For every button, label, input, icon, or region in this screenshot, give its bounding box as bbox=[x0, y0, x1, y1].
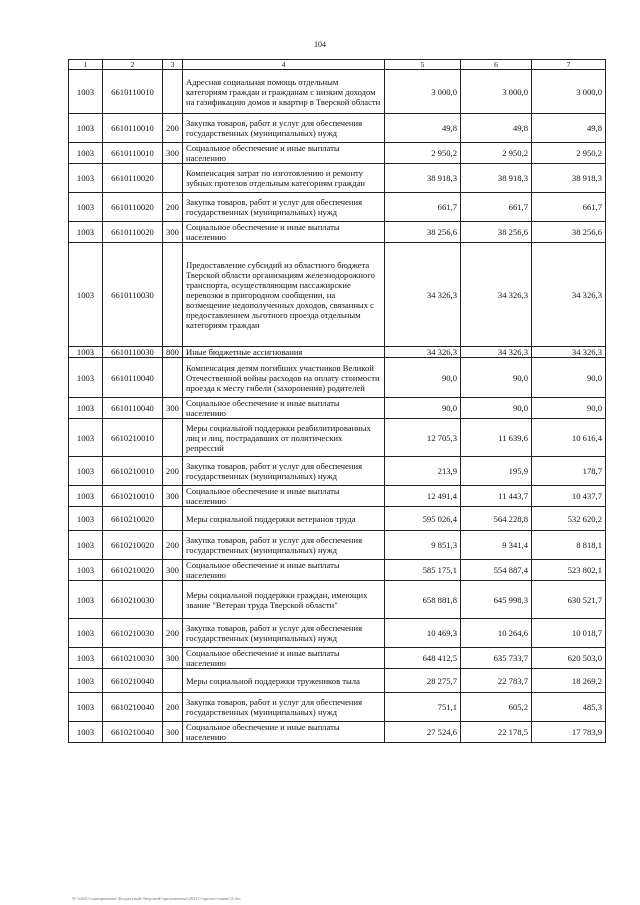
amount-year3-cell: 10 616,4 bbox=[532, 419, 606, 457]
expense-type-cell: 300 bbox=[163, 486, 183, 507]
table-row bbox=[69, 419, 606, 457]
amount-year1-cell: 661,7 bbox=[385, 193, 461, 222]
expense-type-cell bbox=[163, 419, 183, 457]
target-article-cell: 6610210040 bbox=[103, 722, 163, 743]
target-article-cell: 6610210040 bbox=[103, 669, 163, 693]
table-row bbox=[69, 243, 606, 347]
table-row bbox=[69, 347, 606, 358]
target-article-cell: 6610110030 bbox=[103, 243, 163, 347]
section-code-cell: 1003 bbox=[69, 243, 103, 347]
amount-year3-cell: 532 620,2 bbox=[532, 507, 606, 531]
amount-year1-cell: 2 950,2 bbox=[385, 143, 461, 164]
amount-year3-cell: 38 256,6 bbox=[532, 222, 606, 243]
target-article-cell: 6610210030 bbox=[103, 619, 163, 648]
amount-year1-cell: 751,1 bbox=[385, 693, 461, 722]
amount-year1-cell: 595 026,4 bbox=[385, 507, 461, 531]
item-name-cell: Адресная социальная помощь отдельным категориям граждан и гражданам с низким доходом на газификацию домов и квартир в Тверской области bbox=[183, 70, 385, 114]
amount-year3-cell: 620 503,0 bbox=[532, 648, 606, 669]
item-name-cell: Социальное обеспечение и иные выплаты населению bbox=[183, 560, 385, 581]
table-header bbox=[69, 60, 606, 70]
header-row bbox=[69, 60, 606, 70]
table-row bbox=[69, 222, 606, 243]
section-code-cell: 1003 bbox=[69, 419, 103, 457]
item-name-cell: Социальное обеспечение и иные выплаты населению bbox=[183, 222, 385, 243]
amount-year1-cell: 12 491,4 bbox=[385, 486, 461, 507]
section-code-cell: 1003 bbox=[69, 222, 103, 243]
amount-year3-cell: 178,7 bbox=[532, 457, 606, 486]
table-row bbox=[69, 358, 606, 398]
section-code-cell: 1003 bbox=[69, 70, 103, 114]
amount-year3-cell: 3 000,0 bbox=[532, 70, 606, 114]
amount-year3-cell: 90,0 bbox=[532, 398, 606, 419]
target-article-cell: 6610110020 bbox=[103, 222, 163, 243]
table-row bbox=[69, 70, 606, 114]
section-code-cell: 1003 bbox=[69, 164, 103, 193]
target-article-cell: 6610210010 bbox=[103, 457, 163, 486]
amount-year2-cell: 9 341,4 bbox=[461, 531, 532, 560]
table-row bbox=[69, 560, 606, 581]
table-row bbox=[69, 581, 606, 619]
amount-year3-cell: 34 326,3 bbox=[532, 243, 606, 347]
item-name-cell: Иные бюджетные ассигнования bbox=[183, 347, 385, 358]
table-row bbox=[69, 531, 606, 560]
target-article-cell: 6610110020 bbox=[103, 193, 163, 222]
item-name-cell: Закупка товаров, работ и услуг для обеспечения государственных (муниципальных) нужд bbox=[183, 193, 385, 222]
amount-year2-cell: 195,9 bbox=[461, 457, 532, 486]
amount-year1-cell: 90,0 bbox=[385, 398, 461, 419]
table-row bbox=[69, 669, 606, 693]
amount-year3-cell: 10 437,7 bbox=[532, 486, 606, 507]
item-name-cell: Предоставление субсидий из областного бюджета Тверской области организациям железнодорожного транспорта, осуществляющим пассажирские перевозки в пригородном сообщении, на возмещение недополученных доходов, связанных с предоставлением льготного проезда отдельным категориям граждан bbox=[183, 243, 385, 347]
amount-year2-cell: 38 918,3 bbox=[461, 164, 532, 193]
item-name-cell: Социальное обеспечение и иные выплаты населению bbox=[183, 398, 385, 419]
table-row bbox=[69, 648, 606, 669]
section-code-cell: 1003 bbox=[69, 457, 103, 486]
section-code-cell: 1003 bbox=[69, 648, 103, 669]
table-body bbox=[69, 70, 606, 743]
expense-type-cell bbox=[163, 70, 183, 114]
amount-year2-cell: 90,0 bbox=[461, 398, 532, 419]
amount-year1-cell: 658 881,8 bbox=[385, 581, 461, 619]
expense-type-cell: 300 bbox=[163, 222, 183, 243]
expense-type-cell: 200 bbox=[163, 531, 183, 560]
section-code-cell: 1003 bbox=[69, 619, 103, 648]
expense-type-cell: 200 bbox=[163, 693, 183, 722]
amount-year2-cell: 645 998,3 bbox=[461, 581, 532, 619]
amount-year2-cell: 22 178,5 bbox=[461, 722, 532, 743]
amount-year1-cell: 27 524,6 bbox=[385, 722, 461, 743]
item-name-cell: Меры социальной поддержки тружеников тыла bbox=[183, 669, 385, 693]
amount-year3-cell: 8 818,1 bbox=[532, 531, 606, 560]
target-article-cell: 6610210030 bbox=[103, 648, 163, 669]
amount-year2-cell: 635 733,7 bbox=[461, 648, 532, 669]
item-name-cell: Закупка товаров, работ и услуг для обеспечения государственных (муниципальных) нужд bbox=[183, 619, 385, 648]
item-name-cell: Меры социальной поддержки ветеранов труда bbox=[183, 507, 385, 531]
column-header: 6 bbox=[461, 60, 532, 70]
amount-year3-cell: 2 950,2 bbox=[532, 143, 606, 164]
expense-type-cell bbox=[163, 164, 183, 193]
target-article-cell: 6610110010 bbox=[103, 70, 163, 114]
item-name-cell: Закупка товаров, работ и услуг для обеспечения государственных (муниципальных) нужд bbox=[183, 114, 385, 143]
column-header: 4 bbox=[183, 60, 385, 70]
table-row bbox=[69, 114, 606, 143]
table-row bbox=[69, 486, 606, 507]
amount-year3-cell: 485,3 bbox=[532, 693, 606, 722]
amount-year3-cell: 49,8 bbox=[532, 114, 606, 143]
expense-type-cell: 200 bbox=[163, 457, 183, 486]
amount-year2-cell: 2 950,2 bbox=[461, 143, 532, 164]
page-footer: N:\\v001\\сшипрование\\Бюджетный Тверской\\приложения\\2021\\\\проект\\закон\\3.doc bbox=[72, 896, 241, 901]
target-article-cell: 6610210020 bbox=[103, 560, 163, 581]
expense-type-cell: 200 bbox=[163, 114, 183, 143]
expense-type-cell: 300 bbox=[163, 560, 183, 581]
column-header: 1 bbox=[69, 60, 103, 70]
table-row bbox=[69, 693, 606, 722]
table-row bbox=[69, 619, 606, 648]
amount-year1-cell: 9 851,3 bbox=[385, 531, 461, 560]
column-header: 3 bbox=[163, 60, 183, 70]
column-header: 2 bbox=[103, 60, 163, 70]
amount-year1-cell: 49,8 bbox=[385, 114, 461, 143]
amount-year3-cell: 18 269,2 bbox=[532, 669, 606, 693]
budget-table bbox=[68, 59, 606, 743]
section-code-cell: 1003 bbox=[69, 531, 103, 560]
amount-year2-cell: 11 443,7 bbox=[461, 486, 532, 507]
table-row bbox=[69, 722, 606, 743]
amount-year2-cell: 3 000,0 bbox=[461, 70, 532, 114]
expense-type-cell bbox=[163, 507, 183, 531]
expense-type-cell bbox=[163, 669, 183, 693]
item-name-cell: Закупка товаров, работ и услуг для обеспечения государственных (муниципальных) нужд bbox=[183, 693, 385, 722]
amount-year1-cell: 34 326,3 bbox=[385, 347, 461, 358]
item-name-cell: Социальное обеспечение и иные выплаты населению bbox=[183, 486, 385, 507]
section-code-cell: 1003 bbox=[69, 722, 103, 743]
item-name-cell: Меры социальной поддержки граждан, имеющих звание "Ветеран труда Тверской области" bbox=[183, 581, 385, 619]
expense-type-cell bbox=[163, 581, 183, 619]
amount-year3-cell: 38 918,3 bbox=[532, 164, 606, 193]
amount-year2-cell: 22 783,7 bbox=[461, 669, 532, 693]
amount-year1-cell: 585 175,1 bbox=[385, 560, 461, 581]
expense-type-cell: 200 bbox=[163, 619, 183, 648]
target-article-cell: 6610110030 bbox=[103, 347, 163, 358]
amount-year1-cell: 12 705,3 bbox=[385, 419, 461, 457]
amount-year2-cell: 10 264,6 bbox=[461, 619, 532, 648]
section-code-cell: 1003 bbox=[69, 358, 103, 398]
item-name-cell: Компенсация детям погибших участников Великой Отечественной войны расходов на оплату стоимости проезда к месту гибели (захоронения) родителей bbox=[183, 358, 385, 398]
amount-year1-cell: 10 469,3 bbox=[385, 619, 461, 648]
target-article-cell: 6610210010 bbox=[103, 486, 163, 507]
section-code-cell: 1003 bbox=[69, 581, 103, 619]
item-name-cell: Социальное обеспечение и иные выплаты населению bbox=[183, 722, 385, 743]
amount-year2-cell: 90,0 bbox=[461, 358, 532, 398]
amount-year2-cell: 38 256,6 bbox=[461, 222, 532, 243]
section-code-cell: 1003 bbox=[69, 114, 103, 143]
item-name-cell: Меры социальной поддержки реабилитированных лиц и лиц, пострадавших от политических репрессий bbox=[183, 419, 385, 457]
column-header: 7 bbox=[532, 60, 606, 70]
amount-year2-cell: 564 228,8 bbox=[461, 507, 532, 531]
section-code-cell: 1003 bbox=[69, 486, 103, 507]
item-name-cell: Компенсация затрат по изготовлению и ремонту зубных протезов отдельным категориям граждан bbox=[183, 164, 385, 193]
amount-year1-cell: 34 326,3 bbox=[385, 243, 461, 347]
expense-type-cell bbox=[163, 358, 183, 398]
amount-year3-cell: 90,0 bbox=[532, 358, 606, 398]
section-code-cell: 1003 bbox=[69, 347, 103, 358]
item-name-cell: Закупка товаров, работ и услуг для обеспечения государственных (муниципальных) нужд bbox=[183, 457, 385, 486]
section-code-cell: 1003 bbox=[69, 669, 103, 693]
amount-year1-cell: 38 256,6 bbox=[385, 222, 461, 243]
table-row bbox=[69, 164, 606, 193]
target-article-cell: 6610110040 bbox=[103, 358, 163, 398]
page-number: 104 bbox=[314, 40, 326, 49]
target-article-cell: 6610110010 bbox=[103, 114, 163, 143]
amount-year3-cell: 661,7 bbox=[532, 193, 606, 222]
table-row bbox=[69, 457, 606, 486]
expense-type-cell: 200 bbox=[163, 193, 183, 222]
target-article-cell: 6610210020 bbox=[103, 507, 163, 531]
section-code-cell: 1003 bbox=[69, 507, 103, 531]
amount-year1-cell: 38 918,3 bbox=[385, 164, 461, 193]
amount-year1-cell: 213,9 bbox=[385, 457, 461, 486]
amount-year3-cell: 10 018,7 bbox=[532, 619, 606, 648]
table-row bbox=[69, 507, 606, 531]
section-code-cell: 1003 bbox=[69, 398, 103, 419]
section-code-cell: 1003 bbox=[69, 560, 103, 581]
amount-year2-cell: 605,2 bbox=[461, 693, 532, 722]
table-row bbox=[69, 398, 606, 419]
expense-type-cell: 800 bbox=[163, 347, 183, 358]
item-name-cell: Социальное обеспечение и иные выплаты населению bbox=[183, 143, 385, 164]
target-article-cell: 6610210030 bbox=[103, 581, 163, 619]
expense-type-cell bbox=[163, 243, 183, 347]
expense-type-cell: 300 bbox=[163, 648, 183, 669]
amount-year3-cell: 17 783,9 bbox=[532, 722, 606, 743]
item-name-cell: Социальное обеспечение и иные выплаты населению bbox=[183, 648, 385, 669]
amount-year1-cell: 28 275,7 bbox=[385, 669, 461, 693]
amount-year1-cell: 3 000,0 bbox=[385, 70, 461, 114]
amount-year2-cell: 661,7 bbox=[461, 193, 532, 222]
amount-year3-cell: 34 326,3 bbox=[532, 347, 606, 358]
amount-year2-cell: 554 887,4 bbox=[461, 560, 532, 581]
target-article-cell: 6610110020 bbox=[103, 164, 163, 193]
target-article-cell: 6610210010 bbox=[103, 419, 163, 457]
section-code-cell: 1003 bbox=[69, 143, 103, 164]
expense-type-cell: 300 bbox=[163, 398, 183, 419]
amount-year3-cell: 523 802,1 bbox=[532, 560, 606, 581]
amount-year3-cell: 630 521,7 bbox=[532, 581, 606, 619]
amount-year1-cell: 648 412,5 bbox=[385, 648, 461, 669]
target-article-cell: 6610110040 bbox=[103, 398, 163, 419]
item-name-cell: Закупка товаров, работ и услуг для обеспечения государственных (муниципальных) нужд bbox=[183, 531, 385, 560]
section-code-cell: 1003 bbox=[69, 193, 103, 222]
amount-year2-cell: 34 326,3 bbox=[461, 243, 532, 347]
amount-year2-cell: 34 326,3 bbox=[461, 347, 532, 358]
table-row bbox=[69, 193, 606, 222]
amount-year2-cell: 11 639,6 bbox=[461, 419, 532, 457]
amount-year1-cell: 90,0 bbox=[385, 358, 461, 398]
expense-type-cell: 300 bbox=[163, 722, 183, 743]
target-article-cell: 6610110010 bbox=[103, 143, 163, 164]
column-header: 5 bbox=[385, 60, 461, 70]
amount-year2-cell: 49,8 bbox=[461, 114, 532, 143]
expense-type-cell: 300 bbox=[163, 143, 183, 164]
target-article-cell: 6610210020 bbox=[103, 531, 163, 560]
target-article-cell: 6610210040 bbox=[103, 693, 163, 722]
section-code-cell: 1003 bbox=[69, 693, 103, 722]
table-row bbox=[69, 143, 606, 164]
